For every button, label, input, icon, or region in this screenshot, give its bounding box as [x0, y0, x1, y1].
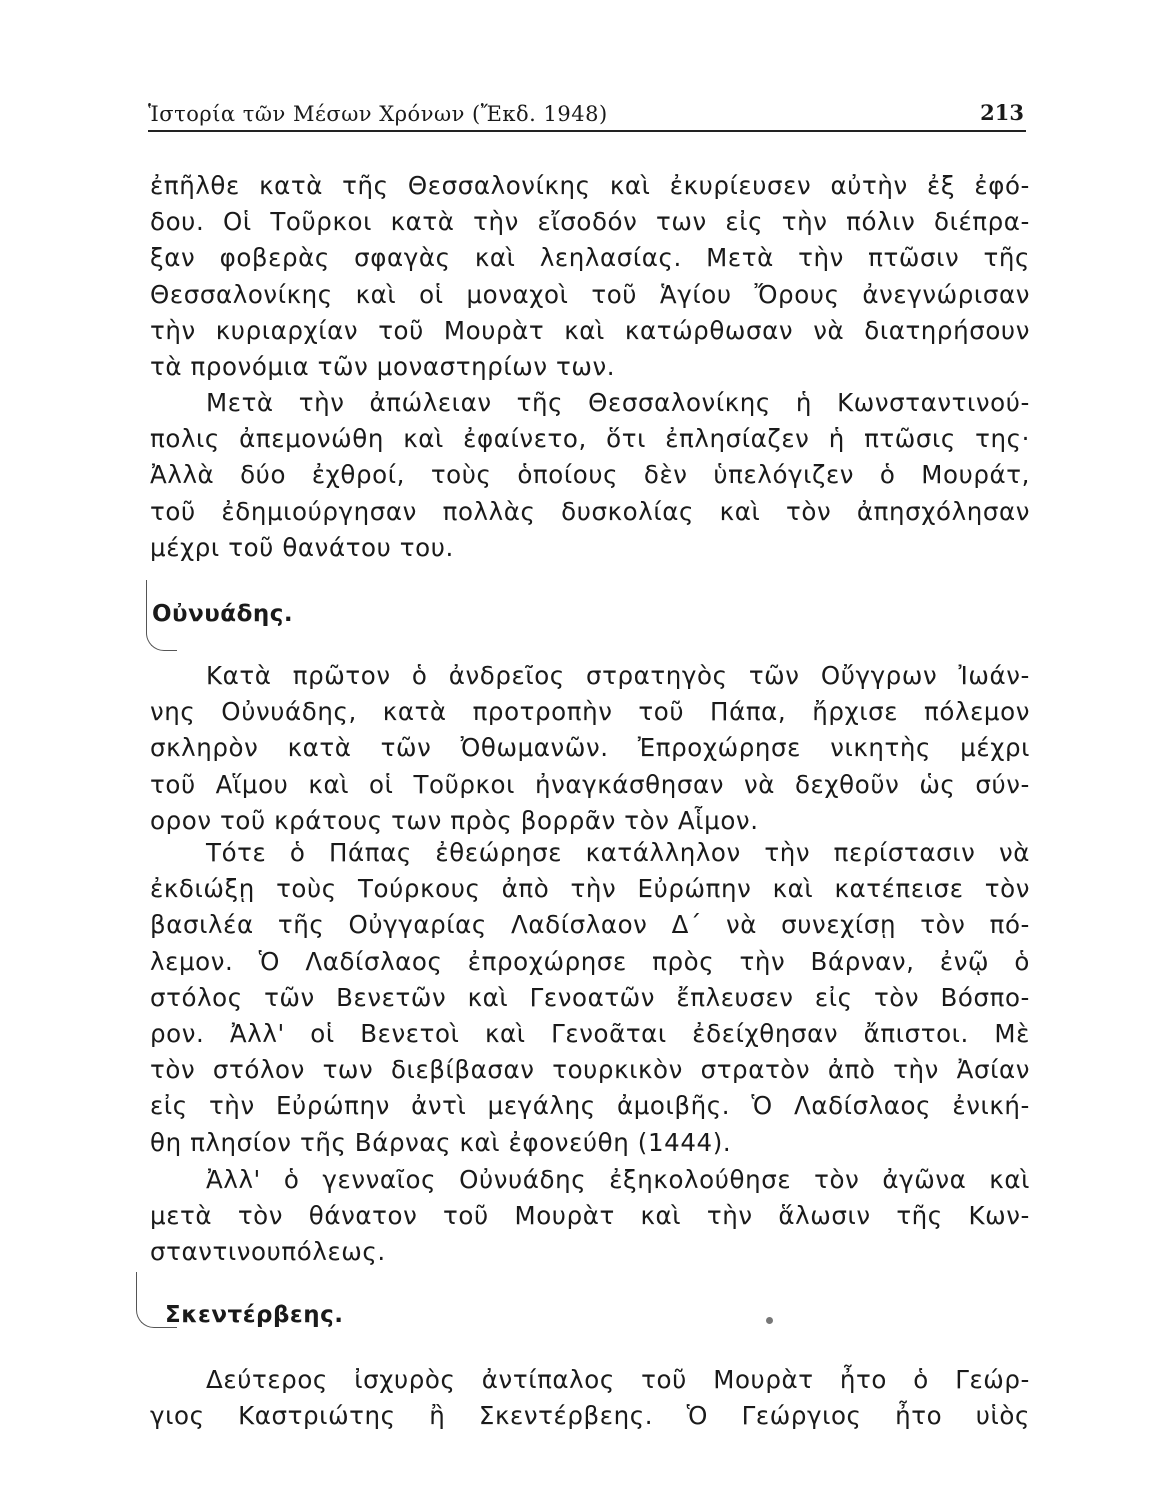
page-number: 213 [980, 100, 1024, 125]
text-line: πολις ἀπεμονώθη καὶ ἐφαίνετο, ὅτι ἐπλησίαζεν ἡ πτῶσις της· [150, 424, 1030, 454]
text-line: Δεύτερος ἰσχυρὸς ἀντίπαλος τοῦ Μουρὰτ ἦτο ὁ Γεώρ- [206, 1365, 1030, 1394]
text-line: εἰς τὴν Εὐρώπην ἀντὶ μεγάλης ἀμοιβῆς. Ὁ Λαδίσλαος ἐνική- [150, 1091, 1030, 1121]
text-line: Ἀλλ' ὁ γενναῖος Οὐνυάδης ἐξηκολούθησε τὸν ἀγῶνα καὶ [206, 1165, 1030, 1194]
paragraph-3 [150, 658, 1030, 839]
section-heading-skanderbeg: Σκεντέρβεης. [165, 1302, 344, 1328]
paragraph-1 [150, 168, 1030, 385]
text-line: θη πλησίον τῆς Βάρνας καὶ ἐφονεύθη (1444). [150, 1127, 732, 1157]
running-header [148, 100, 1026, 132]
text-line: τὴν κυριαρχίαν τοῦ Μουρὰτ καὶ κατώρθωσαν νὰ διατηρήσουν [150, 315, 1030, 345]
running-title: Ἱστορία τῶν Μέσων Χρόνων (Ἔκδ. 1948) [148, 102, 608, 126]
text-line: Τότε ὁ Πάπας ἐθεώρησε κατάλληλον τὴν περίστασιν νὰ [206, 838, 1030, 867]
paragraph-6 [150, 1362, 1030, 1434]
text-line: νης Οὐνυάδης, κατὰ προτροπὴν τοῦ Πάπα, ἤρχισε πόλεμον [150, 697, 1030, 727]
text-line: Ἀλλὰ δύο ἐχθροί, τοὺς ὁποίους δὲν ὑπελόγιζεν ὁ Μουράτ, [150, 460, 1030, 490]
text-line: στόλος τῶν Βενετῶν καὶ Γενοατῶν ἔπλευσεν εἰς τὸν Βόσπο- [150, 982, 1030, 1012]
text-line: ρον. Ἀλλ' οἱ Βενετοὶ καὶ Γενοᾶται ἐδείχθησαν ἄπιστοι. Μὲ [150, 1018, 1030, 1048]
text-line: Κατὰ πρῶτον ὁ ἀνδρεῖος στρατηγὸς τῶν Οὔγγρων Ἰωάν- [206, 661, 1030, 690]
text-line: σταντινουπόλεως. [150, 1237, 386, 1267]
text-line: ἐπῆλθε κατὰ τῆς Θεσσαλονίκης καὶ ἐκυρίευσεν αὐτὴν ἐξ ἐφό- [150, 171, 1030, 200]
text-line: ξαν φοβερὰς σφαγὰς καὶ λεηλασίας. Μετὰ τὴν πτῶσιν τῆς [150, 243, 1030, 273]
text-line: τοῦ Αἵμου καὶ οἱ Τοῦρκοι ἠναγκάσθησαν νὰ δεχθοῦν ὡς σύν- [150, 769, 1030, 799]
paper-speck [766, 1317, 773, 1324]
text-line: τὰ προνόμια τῶν μοναστηρίων των. [150, 351, 616, 381]
text-line: ἐκδιώξῃ τοὺς Τούρκους ἀπὸ τὴν Εὐρώπην καὶ κατέπεισε τὸν [150, 874, 1030, 904]
paragraph-4 [150, 835, 1030, 1161]
paragraph-5 [150, 1162, 1030, 1271]
text-line: Θεσσαλονίκης καὶ οἱ μοναχοὶ τοῦ Ἁγίου Ὄρους ἀνεγνώρισαν [150, 279, 1030, 309]
text-line: μέχρι τοῦ θανάτου του. [150, 532, 454, 562]
section-heading-hunyadi: Οὐνυάδης. [152, 601, 294, 627]
text-line: δου. Οἱ Τοῦρκοι κατὰ τὴν εἴσοδόν των εἰς τὴν πόλιν διέπρα- [150, 207, 1030, 237]
text-line: γιος Καστριώτης ἢ Σκεντέρβεης. Ὁ Γεώργιος ἦτο υἱὸς [150, 1401, 1030, 1431]
text-line: τὸν στόλον των διεβίβασαν τουρκικὸν στρατὸν ἀπὸ τὴν Ἀσίαν [150, 1055, 1030, 1085]
text-line: τοῦ ἐδημιούργησαν πολλὰς δυσκολίας καὶ τὸν ἀπησχόλησαν [150, 496, 1030, 526]
text-line: βασιλέα τῆς Οὐγγαρίας Λαδίσλαον Δ΄ νὰ συνεχίσῃ τὸν πό- [150, 910, 1030, 940]
text-line: ορον τοῦ κράτους των πρὸς βορρᾶν τὸν Αἷμον. [150, 805, 759, 835]
paragraph-2 [150, 385, 1030, 566]
text-line: Μετὰ τὴν ἀπώλειαν τῆς Θεσσαλονίκης ἡ Κωνσταντινού- [206, 388, 1030, 417]
text-line: σκληρὸν κατὰ τῶν Ὀθωμανῶν. Ἐπροχώρησε νικητὴς μέχρι [150, 733, 1030, 763]
text-line: μετὰ τὸν θάνατον τοῦ Μουρὰτ καὶ τὴν ἅλωσιν τῆς Κων- [150, 1201, 1030, 1231]
text-line: λεμον. Ὁ Λαδίσλαος ἐπροχώρησε πρὸς τὴν Βάρναν, ἐνῷ ὁ [150, 946, 1030, 976]
